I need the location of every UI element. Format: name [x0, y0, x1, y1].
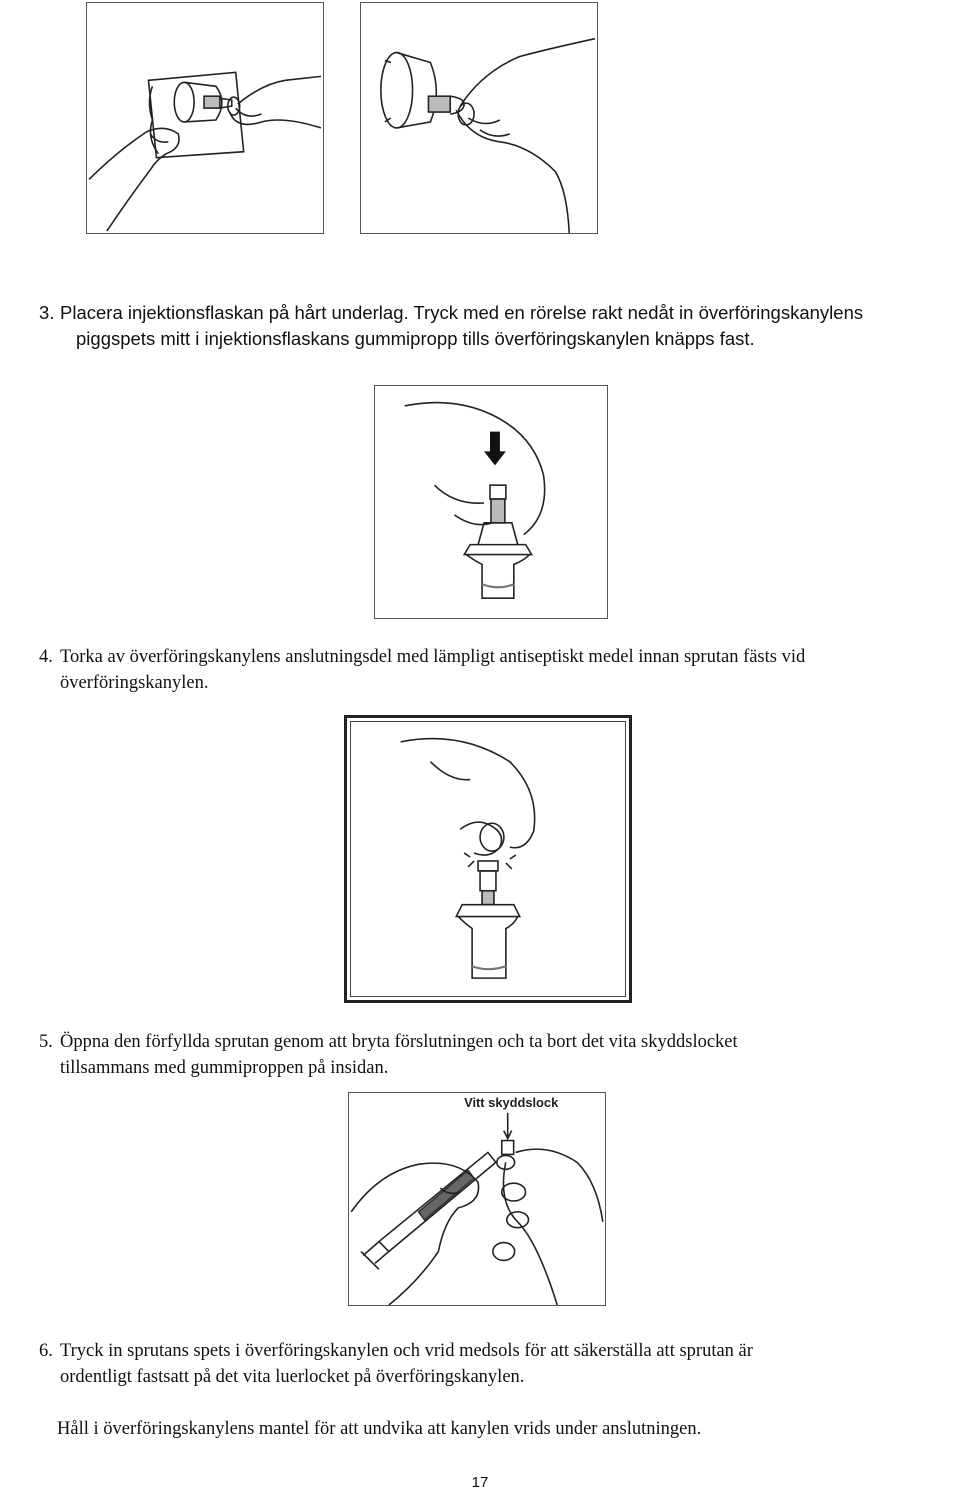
step-5-line-2: tillsammans med gummiproppen på insidan.: [60, 1058, 389, 1078]
page-number: 17: [471, 1474, 489, 1491]
step-4-number: 4.: [39, 647, 53, 667]
figure-open-syringe: [348, 1092, 606, 1306]
step-6-number: 6.: [39, 1341, 53, 1361]
step-3-number: 3.: [39, 302, 55, 323]
illustration-open-syringe: [349, 1093, 605, 1305]
step-6-line-1: Tryck in sprutans spets i överföringskanylen och vrid medsols för att säkerställa att sprutan är: [60, 1341, 753, 1361]
figure-attach-spike: [374, 385, 608, 619]
figure-caption-white-cap: Vitt skyddslock: [464, 1094, 559, 1110]
step-3-line-2: piggspets mitt i injektionsflaskans gummipropp tills överföringskanylen knäpps fast.: [76, 328, 755, 349]
illustration-attach-spike: [375, 386, 607, 618]
illustration-remove-cap: [361, 3, 597, 233]
step-5-number: 5.: [39, 1032, 53, 1052]
illustration-open-package: [87, 3, 323, 233]
figure-open-package: [86, 2, 324, 234]
step-6-note: Håll i överföringskanylens mantel för att undvika att kanylen vrids under anslutningen.: [57, 1419, 702, 1439]
step-5-line-1: Öppna den förfyllda sprutan genom att bryta förslutningen och ta bort det vita skyddslocket: [60, 1032, 738, 1052]
figure-clean-connector: [344, 715, 632, 1003]
illustration-clean-connector: [351, 722, 625, 996]
step-4-line-1: Torka av överföringskanylens anslutningsdel med lämpligt antiseptiskt medel innan sprutan fästs vid: [60, 647, 806, 667]
step-3-line-1: Placera injektionsflaskan på hårt underlag. Tryck med en rörelse rakt nedåt in överföringskanylens: [60, 302, 864, 323]
figure-remove-cap: [360, 2, 598, 234]
step-6-line-2: ordentligt fastsatt på det vita luerlocket på överföringskanylen.: [60, 1367, 525, 1387]
step-4-line-2: överföringskanylen.: [60, 673, 209, 693]
